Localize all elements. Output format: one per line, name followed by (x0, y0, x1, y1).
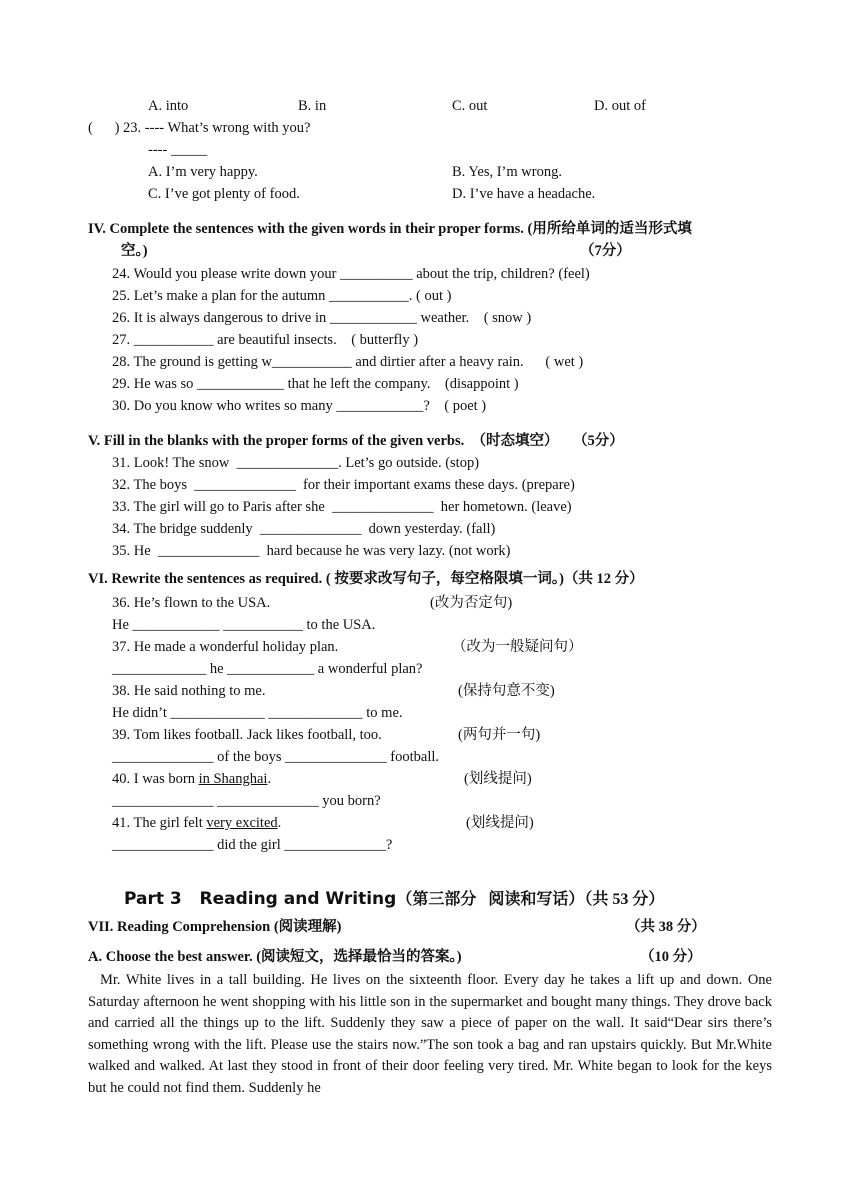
question-28: 28. The ground is getting w___________ and dirtier after a heavy rain. ( wet ) (112, 354, 584, 370)
question-34: 34. The bridge suddenly ______________ down yesterday. (fall) (112, 521, 496, 537)
section-6-heading: VI. Rewrite the sentences as required. ( 按要求改写句子，每空格限填一词。)（共 12 分） (88, 571, 644, 587)
section-4-score: （7分） (580, 243, 631, 259)
question-41-post: . (277, 815, 282, 831)
question-41-note: (划线提问) (466, 815, 534, 831)
option-b: B. Yes, I’m wrong. (452, 164, 562, 180)
part-3-title (124, 887, 664, 912)
question-41-answer: ______________ did the girl ______________? (112, 837, 393, 853)
question-38-answer: He didn’t _____________ _____________ to me. (112, 705, 403, 721)
question-39-answer: ______________ of the boys ______________ football. (112, 749, 440, 765)
question-27: 27. ___________ are beautiful insects. ( butterfly ) (112, 332, 419, 348)
question-39: 39. Tom likes football. Jack likes football, too. (112, 727, 382, 743)
question-38-note: (保持句意不变) (458, 683, 555, 699)
question-30: 30. Do you know who writes so many ____________? ( poet ) (112, 398, 487, 414)
part-3-title-cn: （第三部分 阅读和写话）（共 53 分） (396, 891, 665, 908)
part-3-title-en: Part 3 Reading and Writing (124, 889, 397, 909)
question-33: 33. The girl will go to Paris after she ______________ her hometown. (leave) (112, 499, 572, 515)
section-7-score: （共 38 分） (626, 919, 706, 935)
section-7a-heading: A. Choose the best answer. (阅读短文，选择最恰当的答案。) (88, 949, 462, 965)
reading-passage: Mr. White lives in a tall building. He lives on the sixteenth floor. Every day he takes a lift up and down. One Saturday afternoon he went shopping with his little son in the supermarket and bought many things. They drove back and carried all the things up to the lift. Suddenly they saw a piece of paper on the wall. It said“Dear sirs there’s something wrong with the lift. Please use the stairs now.”The son took a bag and ran upstairs quickly. But Mr.White walked and walked. At last they stood in front of their door feeling very tired. Mr. White began to look for the keys but he could not find them. Suddenly he (88, 972, 772, 1096)
question-40-note: (划线提问) (464, 771, 532, 787)
question-40 (112, 769, 271, 789)
question-32: 32. The boys ______________ for their important exams these days. (prepare) (112, 477, 575, 493)
option-a: A. I’m very happy. (148, 164, 258, 180)
section-4-heading-cont: 空。) (121, 243, 148, 259)
question-36-note: (改为否定句) (430, 595, 513, 611)
question-35: 35. He ______________ hard because he was very lazy. (not work) (112, 543, 511, 559)
question-24: 24. Would you please write down your __________ about the trip, children? (feel) (112, 266, 590, 282)
option-a: A. into (148, 98, 189, 114)
question-41-pre: 41. The girl felt (112, 815, 207, 831)
question-40-pre: 40. I was born (112, 771, 199, 787)
option-b: B. in (298, 98, 327, 114)
question-36-answer: He ____________ ___________ to the USA. (112, 617, 376, 633)
question-26: 26. It is always dangerous to drive in ____________ weather. ( snow ) (112, 310, 532, 326)
question-41-underlined: very excited (206, 815, 278, 831)
section-7a-score: （10 分） (640, 949, 702, 965)
option-d: D. I’ve have a headache. (452, 186, 596, 202)
section-7-heading: VII. Reading Comprehension (阅读理解) (88, 919, 342, 935)
question-40-post: . (267, 771, 272, 787)
question-29: 29. He was so ____________ that he left the company. (disappoint ) (112, 376, 519, 392)
section-5-heading: V. Fill in the blanks with the proper forms of the given verbs. （时态填空） （5分） (88, 433, 624, 449)
question-38: 38. He said nothing to me. (112, 683, 266, 699)
question-36: 36. He’s flown to the USA. (112, 595, 271, 611)
question-39-note: (两句并一句) (458, 727, 541, 743)
question-25: 25. Let’s make a plan for the autumn ___________. ( out ) (112, 288, 452, 304)
question-31: 31. Look! The snow ______________. Let’s go outside. (stop) (112, 455, 480, 471)
question-37-note: （改为一般疑问句） (452, 639, 583, 655)
question-23-reply: ---- _____ (148, 142, 208, 158)
question-40-answer: ______________ ______________ you born? (112, 793, 381, 809)
section-4-heading: IV. Complete the sentences with the given words in their proper forms. (用所给单词的适当形式填 (88, 221, 692, 237)
question-37: 37. He made a wonderful holiday plan. (112, 639, 339, 655)
option-c: C. I’ve got plenty of food. (148, 186, 300, 202)
question-37-answer: _____________ he ____________ a wonderful plan? (112, 661, 423, 677)
question-40-underlined: in Shanghai (198, 771, 268, 787)
option-d: D. out of (594, 98, 646, 114)
question-23-stem: ( ) 23. ---- What’s wrong with you? (88, 120, 311, 136)
question-41 (112, 813, 281, 833)
option-c: C. out (452, 98, 488, 114)
